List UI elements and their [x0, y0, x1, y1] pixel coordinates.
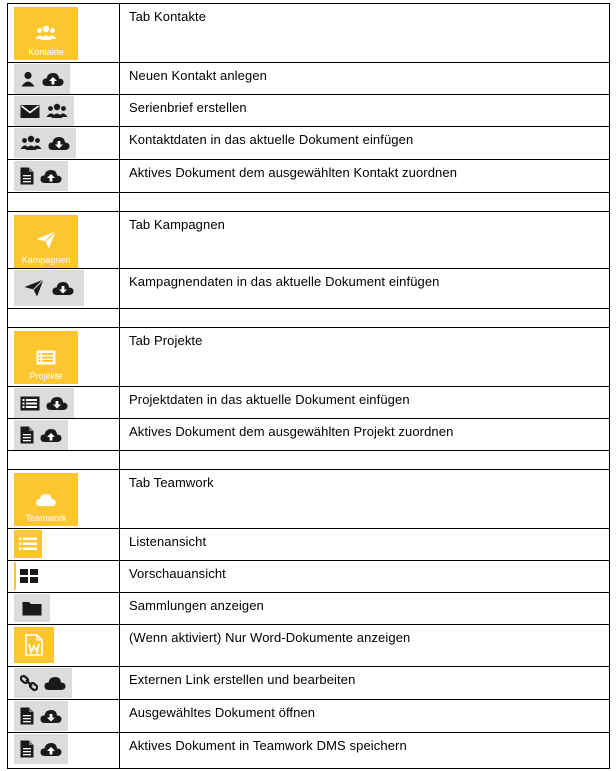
- description-cell: Vorschauansicht: [120, 561, 610, 593]
- folder-icon: [22, 601, 42, 616]
- list-icon: [19, 537, 37, 551]
- document-icon: [20, 426, 34, 444]
- empty-cell: [8, 309, 120, 328]
- document-icon: [20, 167, 34, 185]
- icon-strip[interactable]: [14, 161, 68, 191]
- grid-icon: [20, 569, 38, 583]
- table-row: [8, 419, 610, 451]
- description-cell: Externen Link erstellen und bearbeiten: [120, 667, 610, 700]
- description-cell: Tab Teamwork: [120, 470, 610, 529]
- table-row: [8, 667, 610, 700]
- cloud-upload-icon: [40, 741, 62, 757]
- spacer-row: [8, 451, 610, 470]
- description-cell: Tab Projekte: [120, 328, 610, 387]
- table-row: [8, 212, 610, 269]
- description-cell: Kontaktdaten in das aktuelle Dokument einfügen: [120, 127, 610, 160]
- cloud-icon: [44, 675, 66, 691]
- icon-cell: [8, 733, 120, 769]
- icon-strip[interactable]: [14, 701, 68, 731]
- icon-strip[interactable]: [14, 96, 74, 126]
- description-cell: Tab Kontakte: [120, 4, 610, 63]
- users-icon: [20, 135, 42, 151]
- table-row: [8, 95, 610, 127]
- icon-strip[interactable]: [14, 270, 84, 306]
- icon-cell: [8, 667, 120, 700]
- tab-projekte-label: Projekte: [29, 371, 63, 381]
- icon-strip[interactable]: [14, 64, 70, 94]
- word-document-icon: [25, 634, 43, 656]
- cloud-icon: [35, 492, 57, 507]
- table-row: [8, 593, 610, 625]
- icon-cell: [8, 561, 120, 593]
- description-cell: Sammlungen anzeigen: [120, 593, 610, 625]
- description-cell: Ausgewähltes Dokument öffnen: [120, 700, 610, 733]
- description-cell: Neuen Kontakt anlegen: [120, 63, 610, 95]
- cloud-download-icon: [52, 280, 74, 296]
- table-row: [8, 127, 610, 160]
- table-row: [8, 269, 610, 309]
- tab-kontakte-label: Kontakte: [28, 47, 64, 57]
- cloud-upload-icon: [42, 71, 64, 87]
- icon-cell: [8, 269, 120, 309]
- icon-cell: [8, 328, 120, 387]
- icon-cell: [8, 529, 120, 561]
- spacer-row: [8, 309, 610, 328]
- cloud-download-icon: [40, 708, 62, 724]
- document-icon: [20, 740, 34, 758]
- tab-kampagnen-label: Kampagnen: [21, 255, 71, 265]
- envelope-icon: [20, 104, 40, 119]
- cloud-download-icon: [46, 395, 68, 411]
- cloud-download-icon: [48, 135, 70, 151]
- description-cell: Listenansicht: [120, 529, 610, 561]
- empty-cell: [120, 309, 610, 328]
- icon-cell: [8, 63, 120, 95]
- paper-plane-icon: [36, 231, 56, 249]
- empty-cell: [120, 451, 610, 470]
- icon-cell: [8, 212, 120, 269]
- description-cell: Aktives Dokument dem ausgewählten Projekt zuordnen: [120, 419, 610, 451]
- icon-cell: [8, 160, 120, 193]
- users-icon: [35, 25, 57, 41]
- empty-cell: [8, 193, 120, 212]
- collections-button[interactable]: [14, 594, 50, 622]
- icon-strip[interactable]: [14, 128, 76, 158]
- icon-cell: [8, 387, 120, 419]
- table-row: [8, 470, 610, 529]
- users-icon: [46, 103, 68, 119]
- description-cell: (Wenn aktiviert) Nur Word-Dokumente anzeigen: [120, 625, 610, 667]
- description-cell: Projektdaten in das aktuelle Dokument einfügen: [120, 387, 610, 419]
- icon-strip[interactable]: [14, 420, 68, 450]
- cloud-upload-icon: [40, 427, 62, 443]
- table-row: [8, 328, 610, 387]
- icon-strip[interactable]: [14, 668, 72, 698]
- description-cell: Aktives Dokument dem ausgewählten Kontakt zuordnen: [120, 160, 610, 193]
- icon-cell: [8, 4, 120, 63]
- table-row: [8, 4, 610, 63]
- paper-plane-icon: [24, 279, 44, 297]
- list-panel-icon: [20, 396, 40, 411]
- empty-cell: [8, 451, 120, 470]
- icon-cell: [8, 419, 120, 451]
- table-row: [8, 561, 610, 593]
- icon-cell: [8, 625, 120, 667]
- tab-kampagnen-tile[interactable]: [14, 215, 78, 268]
- description-cell: Tab Kampagnen: [120, 212, 610, 269]
- table-row: [8, 63, 610, 95]
- table-row: [8, 625, 610, 667]
- tab-teamwork-tile[interactable]: [14, 473, 78, 526]
- user-icon: [20, 71, 36, 87]
- word-filter-toggle[interactable]: [14, 627, 54, 663]
- description-cell: Kampagnendaten in das aktuelle Dokument einfügen: [120, 269, 610, 309]
- spacer-row: [8, 193, 610, 212]
- tab-projekte-tile[interactable]: [14, 331, 78, 384]
- icon-cell: [8, 95, 120, 127]
- document-icon: [20, 707, 34, 725]
- table-row: [8, 529, 610, 561]
- table-row: [8, 700, 610, 733]
- tab-kontakte-tile[interactable]: [14, 7, 78, 60]
- link-icon: [20, 674, 38, 692]
- icon-reference-table: [7, 3, 610, 769]
- icon-cell: [8, 127, 120, 160]
- description-cell: Aktives Dokument in Teamwork DMS speichern: [120, 733, 610, 769]
- icon-strip[interactable]: [14, 388, 74, 418]
- cloud-upload-icon: [40, 168, 62, 184]
- list-view-button[interactable]: [14, 530, 42, 558]
- preview-view-button[interactable]: [14, 562, 42, 590]
- empty-cell: [120, 193, 610, 212]
- tab-teamwork-label: Teamwork: [25, 513, 67, 523]
- list-panel-icon: [36, 350, 56, 365]
- table-row: [8, 387, 610, 419]
- table-row: [8, 733, 610, 769]
- icon-cell: [8, 470, 120, 529]
- icon-cell: [8, 700, 120, 733]
- table-row: [8, 160, 610, 193]
- description-cell: Serienbrief erstellen: [120, 95, 610, 127]
- icon-strip[interactable]: [14, 734, 68, 764]
- icon-cell: [8, 593, 120, 625]
